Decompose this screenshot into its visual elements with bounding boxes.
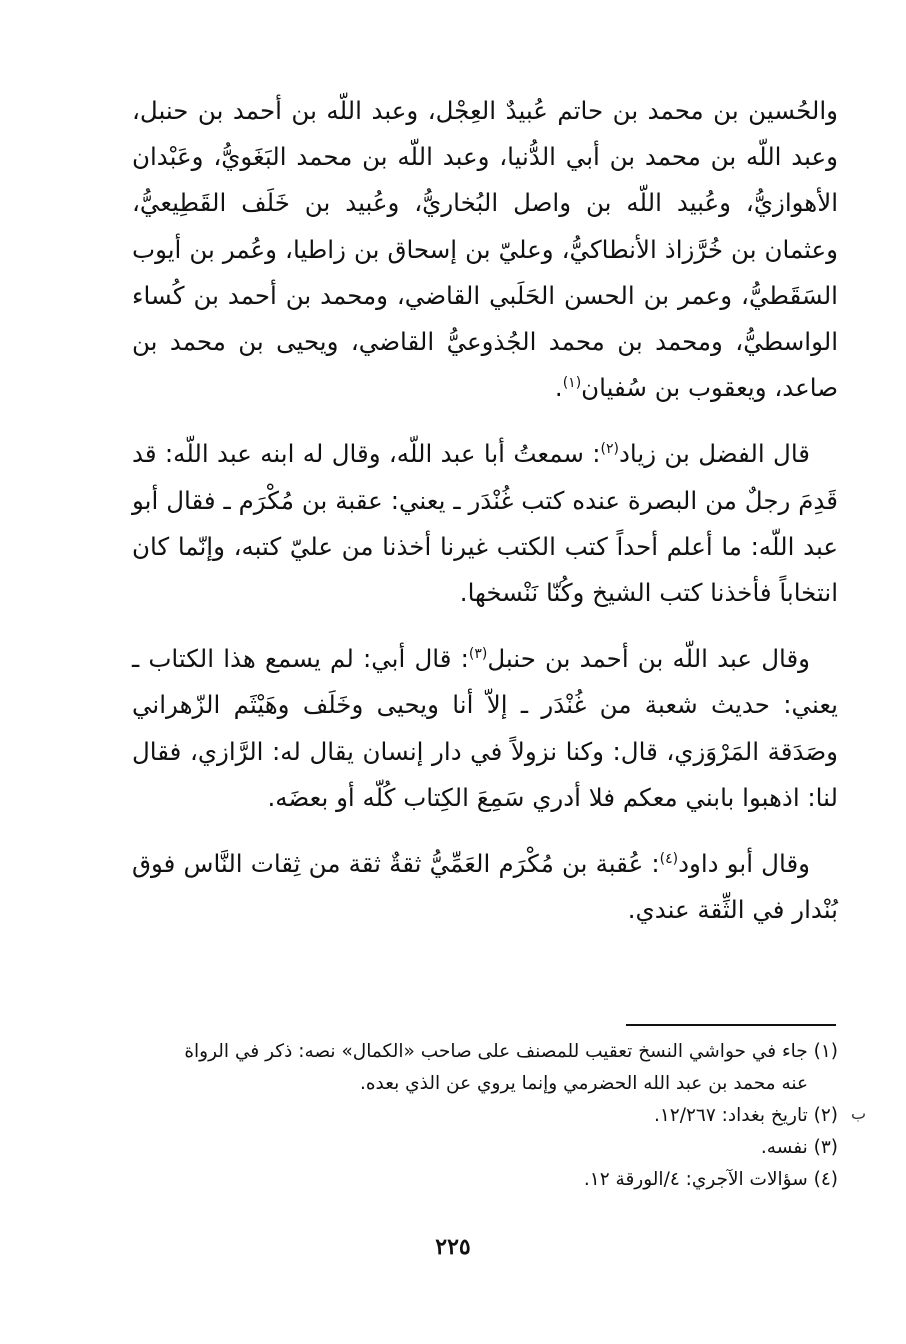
footnote-text: نفسه. [760,1137,808,1158]
footnote-ref-2[interactable]: (٢) [600,441,619,458]
footnote-text: سؤالات الآجري: ٤/الورقة ١٢. [583,1169,808,1190]
margin-mark: ب [851,1104,867,1123]
paragraph-text: وقال أبو داود [678,849,810,879]
footnote-ref-3[interactable]: (٣) [468,646,488,663]
paragraph-text: : عُقبة بن مُكْرَم العَمِّيُّ ثقةٌ ثقة من ثِقات النَّاس فوق بُنْدار في الثِّقة عندي. [132,849,838,925]
footnote-number: (٣) [813,1137,838,1158]
paragraph-4 [132,841,838,933]
paragraph-2 [132,431,838,616]
footnote-separator [626,1024,836,1026]
paragraph-3 [132,636,838,821]
paragraph-text: : قال أبي: لم يسمع هذا الكتاب ـ يعني: حديث شعبة من غُنْدَر ـ إلاّ أنا ويحيى وخَلَف وهَيْثَم الزّهراني وصَدَقة المَرْوَزي، قال: وكنا نزولاً في دار إنسان يقال له: الرَّازي، فقال لنا: اذهبوا بابني معكم فلا أدري سَمِعَ الكِتاب كُلّه أو بعضَه. [132,644,838,812]
footnote-number: (٢) [813,1105,838,1126]
footnote-ref-1[interactable]: (١) [562,375,582,392]
page-number: ٢٢٥ [435,1234,471,1260]
paragraph-1 [132,88,838,411]
footnote-2 [132,1100,838,1132]
footnote-1 [132,1036,838,1100]
paragraph-text: . [554,373,563,403]
footnotes [132,1036,838,1196]
footnote-4 [132,1164,838,1196]
paragraph-text: والحُسين بن محمد بن حاتم عُبيدٌ العِجْل، وعبد اللّه بن أحمد بن حنبل، وعبد اللّه بن محمد بن أبي الدُّنيا، وعبد اللّه بن محمد البَغَويُّ، وعَبْدان الأهوازيُّ، وعُبيد اللّه بن واصل البُخاريُّ، وعُبيد بن خَلَف القَطِيعيُّ، وعثمان بن خُرَّزاذ الأنطاكيُّ، وعليّ بن إسحاق بن زاطيا، وعُمر بن أيوب السَقَطيُّ، وعمر بن الحسن الحَلَبي القاضي، ومحمد بن أحمد بن كُساء الواسطيُّ، ومحمد بن محمد الجُذوعيُّ القاضي، ويحيى بن محمد بن صاعد، ويعقوب بن سُفيان [132,96,838,403]
footnote-text: جاء في حواشي النسخ تعقيب للمصنف على صاحب «الكمال» نصه: ذكر في الرواة [184,1041,808,1062]
paragraph-text: قال الفضل بن زياد [619,439,810,469]
footnote-number: (٤) [813,1169,838,1190]
footnote-continuation: عنه محمد بن عبد الله الحضرمي وإنما يروي عن الذي بعده. [359,1073,808,1094]
paragraph-text: وقال عبد اللّه بن أحمد بن حنبل [487,644,810,674]
footnote-number: (١) [813,1041,838,1062]
footnote-3 [132,1132,838,1164]
main-text [132,88,838,933]
footnote-ref-4[interactable]: (٤) [659,851,679,868]
footnote-text: تاريخ بغداد: ١٢/٢٦٧. [653,1105,808,1126]
paragraph-text: : سمعتُ أبا عبد اللّه، وقال له ابنه عبد اللّه: قد قَدِمَ رجلٌ من البصرة عنده كتب غُنْدَر ـ يعني: عقبة بن مُكْرَم ـ فقال أبو عبد اللّه: ما أعلم أحداً كتب الكتب غيرنا أخذنا من عليّ كتبه، وإنّما كان انتخاباً فأخذنا كتب الشيخ وكُنّا نَنْسخها. [132,439,838,608]
